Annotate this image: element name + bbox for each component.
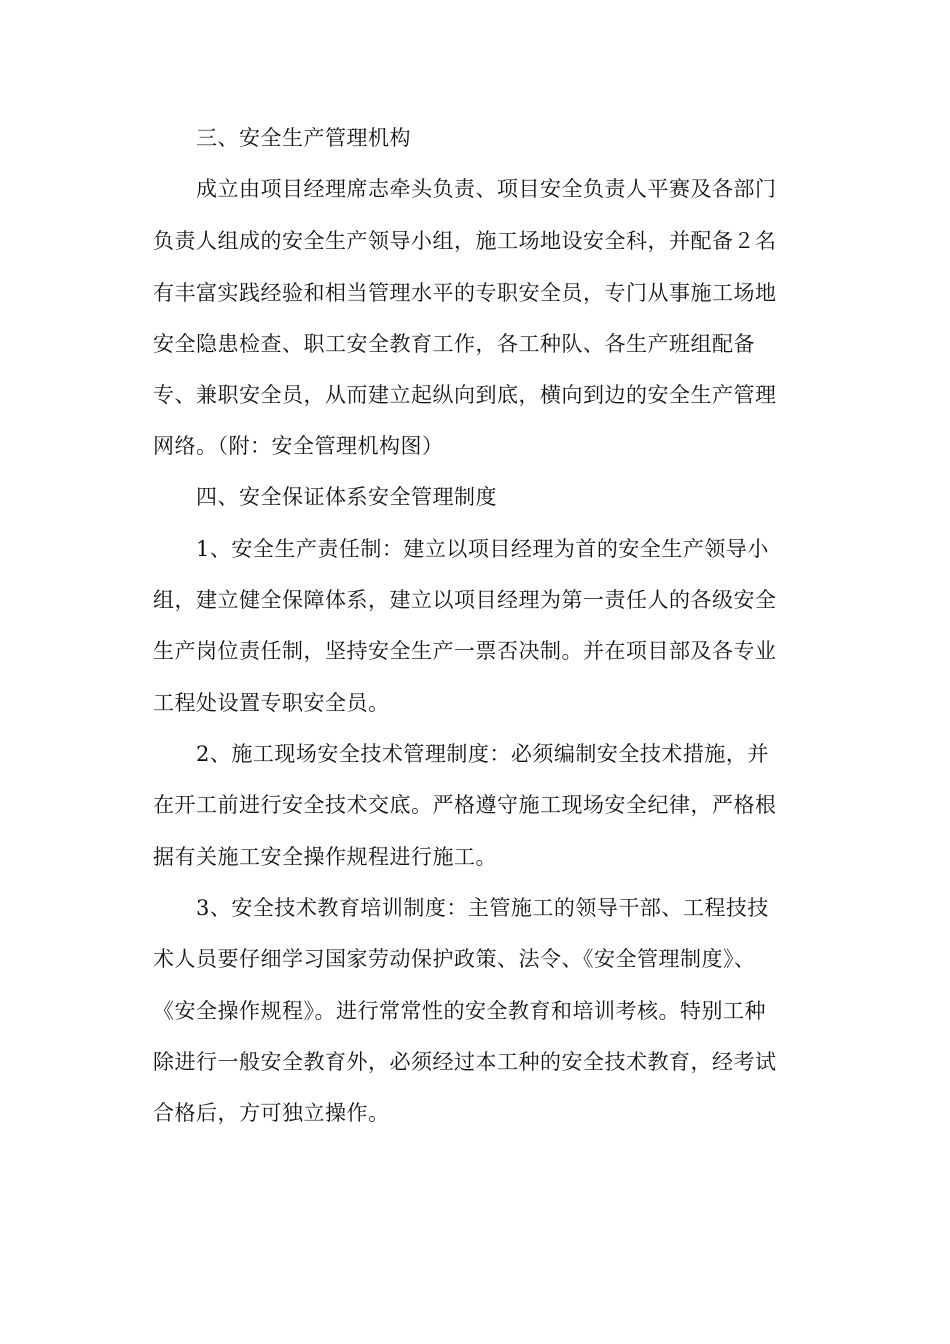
list-item-line: 合格后，方可独立操作。 [153,1101,390,1125]
paragraph-line: 专、兼职安全员，从而建立起纵向到底，横向到边的安全生产管理 [153,383,777,407]
list-item-line: 生产岗位责任制，坚持安全生产一票否决制。并在项目部及各专业 [153,639,777,663]
paragraph-line: 有丰富实践经验和相当管理水平的专职安全员，专门从事施工场地 [153,281,777,305]
list-item-line: 1、安全生产责任制：建立以项目经理为首的安全生产领导小 [196,537,769,561]
list-item-line: 在开工前进行安全技术交底。严格遵守施工现场安全纪律，严格根 [153,793,777,817]
section-heading-3: 三、安全生产管理机构 [196,126,411,150]
list-item-line: 据有关施工安全操作规程进行施工。 [153,845,497,869]
list-item-line: 组，建立健全保障体系，建立以项目经理为第一责任人的各级安全 [153,588,777,612]
section-heading-4: 四、安全保证体系安全管理制度 [196,485,497,509]
list-item-line: 术人员要仔细学习国家劳动保护政策、法令、《安全管理制度》、 [153,947,756,971]
list-item-line: 2、施工现场安全技术管理制度：必须编制安全技术措施，并 [196,742,769,766]
list-item-line: 除进行一般安全教育外，必须经过本工种的安全技术教育，经考试 [153,1050,777,1074]
list-item-line: 3、安全技术教育培训制度：主管施工的领导干部、工程技技 [196,896,769,920]
paragraph-line: 网络。（附：安全管理机构图） [153,434,444,458]
list-item-line: 《安全操作规程》。进行常常性的安全教育和培训考核。特别工种 [153,999,766,1023]
paragraph-line: 负责人组成的安全生产领导小组，施工场地设安全科，并配备２名 [153,229,777,253]
list-item-line: 工程处设置专职安全员。 [153,691,390,715]
paragraph-line: 安全隐患检查、职工安全教育工作，各工种队、各生产班组配备 [153,332,755,356]
paragraph-line: 成立由项目经理席志牵头负责、项目安全负责人平赛及各部门 [196,177,777,201]
